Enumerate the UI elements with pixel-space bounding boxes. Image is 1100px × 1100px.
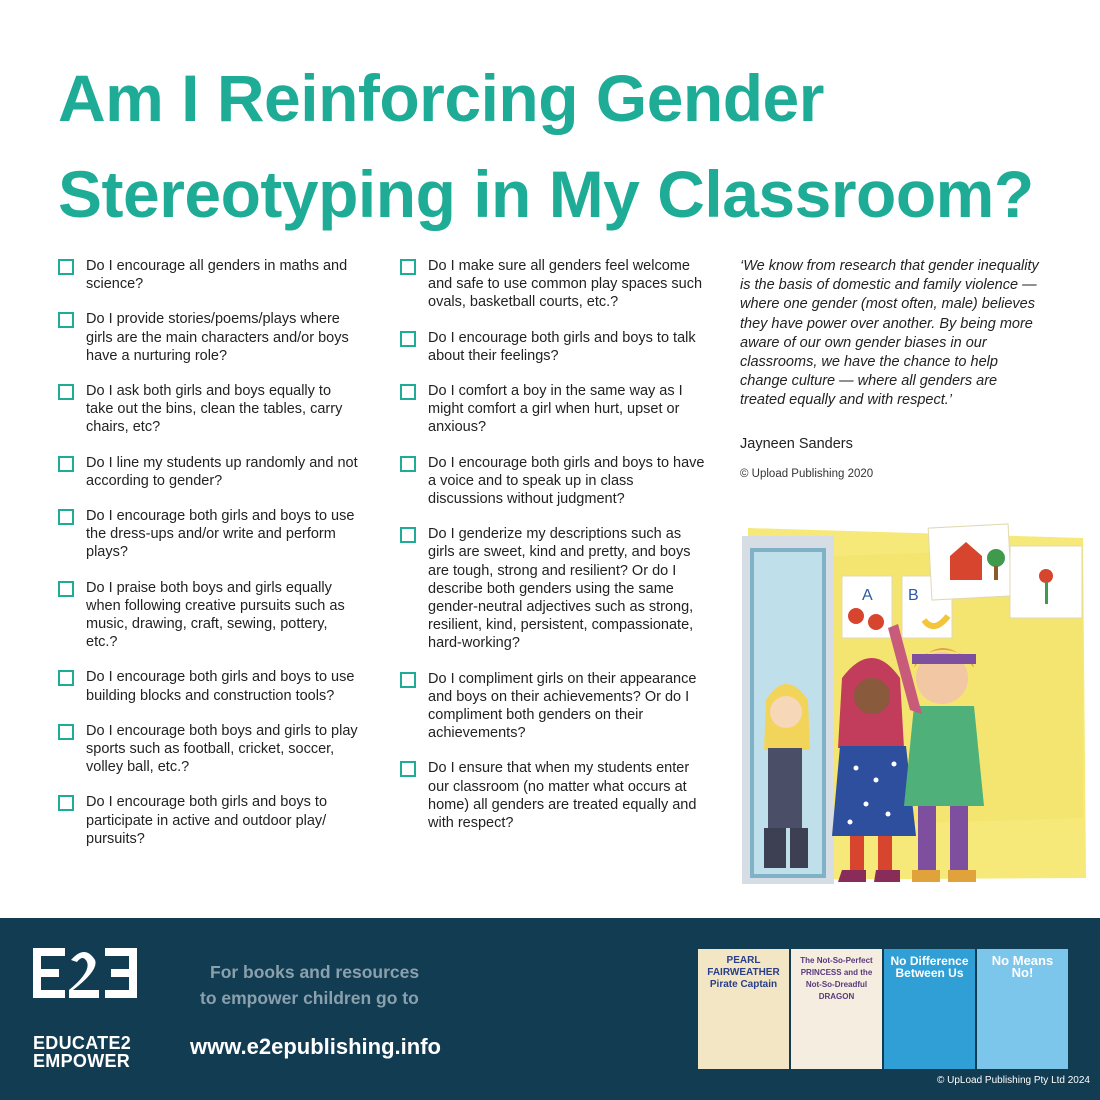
checkbox-icon[interactable] xyxy=(58,456,74,472)
checklist-item[interactable] xyxy=(400,759,710,832)
book-cover[interactable] xyxy=(791,949,882,1069)
checklist-item[interactable] xyxy=(400,525,710,652)
checkbox-icon[interactable] xyxy=(400,527,416,543)
checklist-item-text: Do I encourage all genders in maths and science? xyxy=(86,258,348,293)
checklist-item-text: Do I encourage both girls and boys to participate in active and outdoor play/ pursuits? xyxy=(86,794,328,847)
checklist-item[interactable] xyxy=(400,329,710,365)
checklist-item-text: Do I encourage both girls and boys to have a voice and to speak up in class discussions without judgment? xyxy=(428,454,705,508)
title-line-2: Stereotyping in My Classroom? xyxy=(58,157,1034,231)
checklist-item-text: Do I make sure all genders feel welcome and safe to use common play spaces such ovals, basketball courts, etc.? xyxy=(428,258,703,311)
poster-letter-a: A xyxy=(862,587,873,604)
checklist-item-text: Do I line my students up randomly and not according to gender? xyxy=(86,454,358,489)
classroom-illustration-svg xyxy=(738,518,1090,890)
checklist-item-text: Do I comfort a boy in the same way as I might comfort a girl when hurt, upset or anxious? xyxy=(428,383,683,436)
checklist-item[interactable] xyxy=(58,507,358,562)
checklist-item[interactable] xyxy=(58,382,358,437)
checklist-item[interactable] xyxy=(58,793,358,848)
checklist-item[interactable] xyxy=(400,454,710,509)
book-title: No Means No! xyxy=(991,953,1054,980)
promo-text-line-1: For books and resources xyxy=(210,962,420,982)
checklist-item[interactable] xyxy=(400,670,710,743)
checkbox-icon[interactable] xyxy=(400,259,416,275)
checklist-item-text: Do I encourage both boys and girls to play sports such as football, cricket, soccer, volley ball, etc.? xyxy=(86,722,358,776)
checkbox-icon[interactable] xyxy=(58,312,74,328)
checklist-item-text: Do I compliment girls on their appearance and boys on their achievements? Or do I compliment both genders on their achievements? xyxy=(428,670,697,742)
checkbox-icon[interactable] xyxy=(58,670,74,686)
checklist-item[interactable] xyxy=(58,310,358,365)
checklist-item[interactable] xyxy=(58,257,358,293)
checkbox-icon[interactable] xyxy=(58,259,74,275)
checklist-item-text: Do I praise both boys and girls equally when following creative pursuits such as music, drawing, craft, sewing, pottery, etc.? xyxy=(86,579,345,651)
checkbox-icon[interactable] xyxy=(58,724,74,740)
checkbox-icon[interactable] xyxy=(58,384,74,400)
checklist-item-text: Do I provide stories/poems/plays where girls are the main characters and/or boys have a nurturing role? xyxy=(86,311,349,364)
checkbox-icon[interactable] xyxy=(58,509,74,525)
logo-text-line-2: EMPOWER xyxy=(33,1051,131,1071)
promo-text-line-2: to empower children go to xyxy=(200,988,419,1008)
e2e-logo-icon xyxy=(33,948,137,998)
checkbox-icon[interactable] xyxy=(400,331,416,347)
page-title xyxy=(58,50,1068,242)
logo-text-line-1: EDUCATE2 xyxy=(33,1033,132,1053)
quote-author: Jayneen Sanders xyxy=(740,436,853,452)
checklist-item-text: Do I encourage both girls and boys to talk about their feelings? xyxy=(428,329,696,364)
book-cover[interactable] xyxy=(977,949,1068,1069)
checkbox-icon[interactable] xyxy=(400,384,416,400)
checklist-left-column xyxy=(58,257,358,848)
checkbox-icon[interactable] xyxy=(58,795,74,811)
footer xyxy=(0,918,1100,1100)
checkbox-icon[interactable] xyxy=(400,672,416,688)
checklist-item-text: Do I genderize my descriptions such as girls are sweet, kind and pretty, and boys are tough, strong and resilient? Or do I describe both genders using the same gender-neutral adjectives such as strong, resilient, kind, persistent, compassionate, hard-working? xyxy=(428,526,694,652)
book-covers xyxy=(698,949,1068,1069)
checklist-item[interactable] xyxy=(58,722,358,777)
checklist-item-text: Do I encourage both girls and boys to use the dress-ups and/or write and perform plays? xyxy=(86,508,355,561)
checklist-item-text: Do I encourage both girls and boys to use building blocks and construction tools? xyxy=(86,669,355,704)
checklist-item[interactable] xyxy=(400,382,710,437)
book-title: PEARL FAIRWEATHER Pirate Captain xyxy=(707,955,780,990)
checkbox-icon[interactable] xyxy=(400,456,416,472)
checklist-middle-column xyxy=(400,257,710,832)
footer-copyright: © UpLoad Publishing Pty Ltd 2024 xyxy=(936,1075,1090,1086)
checklist-item-text: Do I ask both girls and boys equally to take out the bins, clean the tables, carry chairs, etc? xyxy=(86,383,343,436)
poster-letter-b: B xyxy=(908,587,919,604)
book-title: No Difference Between Us xyxy=(890,954,969,980)
checklist-item[interactable] xyxy=(58,668,358,704)
checkbox-icon[interactable] xyxy=(58,581,74,597)
classroom-illustration xyxy=(738,518,1090,890)
checkbox-icon[interactable] xyxy=(400,761,416,777)
checklist-item[interactable] xyxy=(400,257,710,312)
book-cover[interactable] xyxy=(884,949,975,1069)
book-title: The Not-So-Perfect PRINCESS and the Not-So-Dreadful DRAGON xyxy=(800,956,873,1001)
website-link[interactable]: www.e2epublishing.info xyxy=(190,1034,441,1059)
checklist-item[interactable] xyxy=(58,454,358,490)
quote-copyright: © Upload Publishing 2020 xyxy=(740,468,874,480)
title-line-1: Am I Reinforcing Gender xyxy=(58,61,824,135)
checklist-item[interactable] xyxy=(58,579,358,652)
checklist-item-text: Do I ensure that when my students enter our classroom (no matter what occurs at home) all genders are treated equally and with respect? xyxy=(428,760,697,832)
book-cover[interactable] xyxy=(698,949,789,1069)
quote-text: ‘We know from research that gender inequality is the basis of domestic and family violence — where one gender (most often, male) believes they have power over another. By being more aware of our own gender biases in our classrooms, we have the chance to help change culture — where all genders are treated equally and with respect.’ xyxy=(740,258,1039,409)
